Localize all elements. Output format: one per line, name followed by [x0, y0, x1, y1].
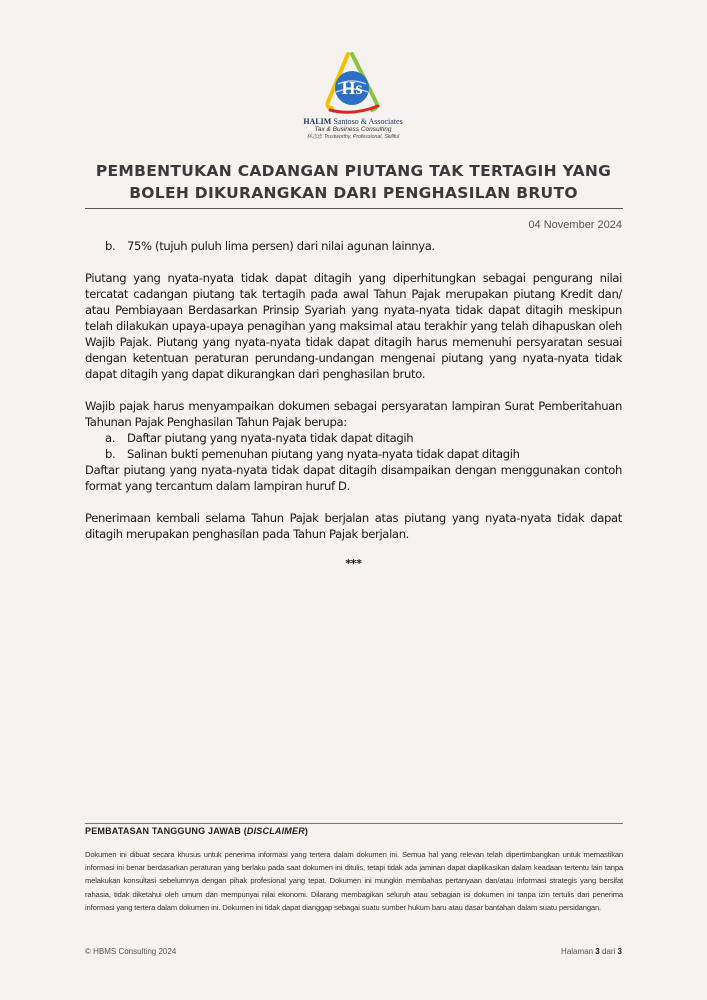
list-marker: a.	[105, 431, 116, 445]
title-line-1: PEMBENTUKAN CADANGAN PIUTANG TAK TERTAGIH YANG	[95, 162, 612, 180]
page-number: Halaman 3 dari 3	[561, 947, 622, 956]
footer-copyright: © HBMS Consulting 2024	[85, 947, 177, 956]
section-separator: ***	[345, 557, 362, 570]
document-body	[85, 238, 622, 572]
list-text: Daftar piutang yang nyata-nyata tidak dapat ditagih	[127, 431, 414, 445]
disclaimer-divider	[85, 823, 623, 824]
logo-subtitle: Tax & Business Consulting	[314, 126, 392, 133]
title-divider	[85, 208, 623, 209]
list-text: Salinan bukti pemenuhan piutang yang nyata-nyata tidak dapat ditagih	[127, 447, 520, 461]
list-marker: b.	[105, 447, 116, 461]
paragraph-4: Penerimaan kembali selama Tahun Pajak berjalan atas piutang yang nyata-nyata tidak dapat ditagih merupakan penghasilan pada Tahun Pajak berjalan.	[85, 511, 622, 541]
paragraph-3: Daftar piutang yang nyata-nyata tidak dapat ditagih disampaikan dengan menggunakan contoh format yang tercantum dalam lampiran huruf D.	[85, 463, 622, 493]
title-line-2: BOLEH DIKURANGKAN DARI PENGHASILAN BRUTO	[129, 184, 578, 202]
logo-brand-name: HALIM Santoso & Associates	[303, 117, 403, 126]
company-logo	[283, 50, 423, 150]
document-date: 04 November 2024	[528, 219, 622, 231]
paragraph-1: Piutang yang nyata-nyata tidak dapat ditagih yang diperhitungkan sebagai pengurang nilai tercatat cadangan piutang tak tertagih pada awal Tahun Pajak merupakan piutang Kredit dan/ atau Pembiayaan Berdasarkan Prinsip Syariah yang nyata-nyata tidak dapat ditagih meskipun telah dilakukan upaya-upaya penagihan yang maksimal atau terakhir yang telah dihapuskan oleh Wajib Pajak. Piutang yang nyata-nyata tidak dapat ditagih harus memenuhi persyaratan sesuai dengan ketentuan peraturan perundang-undangan mengenai piutang yang nyata-nyata tidak dapat ditagih yang dapat dikurangkan dari penghasilan bruto.	[85, 271, 622, 381]
page-title	[85, 160, 622, 204]
disclaimer-text: Dokumen ini dibuat secara khusus untuk penerima informasi yang tertera dalam dokumen ini. Semua hal yang relevan telah dipertimbangkan untuk memastikan informasi ini benar berdasarkan peraturan yang berlaku pada saat dokumen ini ditulis, tetapi tidak ada jaminan dapat diaplikasikan dalam keadaan tertentu lain tanpa melakukan konsultasi sebelumnya dengan pihak profesional yang tepat. Dokumen ini mungkin membahas pertanyaan dan/atau informasi strategis yang bersifat rahasia, tidak diketahui oleh umum dan mempunyai nilai ekonomi. Dilarang membagikan seluruh atau sebagian isi dokumen ini tanpa izin tertulis dari penerima informasi yang tertera dalam dokumen ini. Dokumen ini tidak dapat dianggap sebagai suatu sumber hukum baru atau dasar bantahan dalam suatu persidangan.	[85, 850, 623, 912]
paragraph-2: Wajib pajak harus menyampaikan dokumen sebagai persyaratan lampiran Surat Pemberitahuan Tahunan Pajak Penghasilan Tahun Pajak berupa:	[85, 399, 622, 429]
globe-triangle-logo-icon	[318, 50, 388, 116]
list-text: 75% (tujuh puluh lima persen) dari nilai agunan lainnya.	[127, 239, 435, 253]
disclaimer-title: PEMBATASAN TANGGUNG JAWAB (DISCLAIMER)	[85, 826, 309, 836]
list-item	[85, 238, 622, 254]
svg-text:Hs: Hs	[341, 78, 363, 98]
logo-tagline: 林志忠 Trustworthy, Professional, Skillful	[306, 134, 400, 140]
list-item	[85, 430, 622, 446]
list-item	[85, 446, 622, 462]
list-marker: b.	[105, 239, 116, 253]
